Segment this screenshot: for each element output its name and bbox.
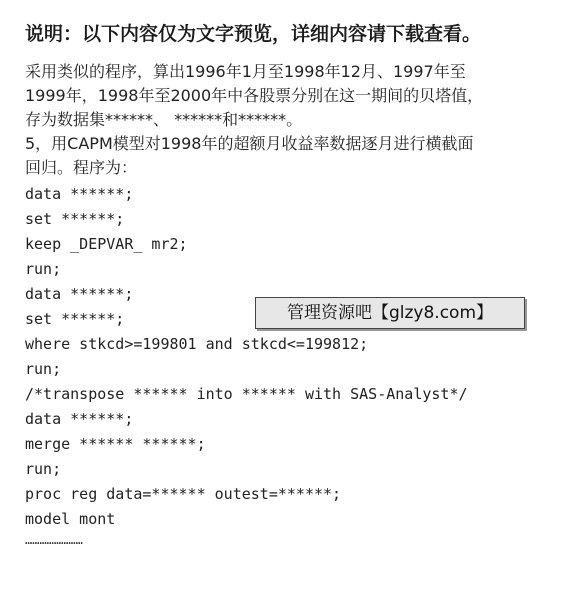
intro-line: 5，用CAPM模型对1998年的超额月收益率数据逐月进行横截面 (25, 134, 474, 153)
code-line: proc reg data=****** outest=******; (25, 485, 342, 503)
code-line: run; (25, 460, 62, 478)
intro-line: 回归。程序为： (25, 158, 138, 177)
code-line: run; (25, 260, 62, 278)
sas-code-block (25, 182, 468, 532)
code-line: data ******; (25, 185, 134, 203)
code-line: set ******; (25, 210, 125, 228)
code-line: model mont (25, 510, 116, 528)
intro-paragraph (25, 60, 565, 180)
code-line: merge ****** ******; (25, 435, 206, 453)
intro-line: 采用类似的程序，算出1996年1月至1998年12月、1997年至 (25, 62, 466, 81)
code-line: data ******; (25, 410, 134, 428)
code-line: data ******; (25, 285, 134, 303)
site-watermark: 管理资源吧【glzy8.com】 (255, 297, 525, 329)
code-line: /*transpose ****** into ****** with SAS-Analyst*/ (25, 385, 468, 403)
code-line: set ******; (25, 310, 125, 328)
truncation-ellipsis: …………………… (25, 533, 83, 547)
code-line: keep _DEPVAR_ mr2; (25, 235, 188, 253)
intro-line: 1999年，1998年至2000年中各股票分别在这一期间的贝塔值， (25, 86, 484, 105)
code-line: run; (25, 360, 62, 378)
intro-line: 存为数据集******、 ******和******。 (25, 110, 303, 129)
code-line: where stkcd>=199801 and stkcd<=199812; (25, 335, 369, 353)
preview-notice: 说明：以下内容仅为文字预览，详细内容请下载查看。 (25, 23, 482, 45)
